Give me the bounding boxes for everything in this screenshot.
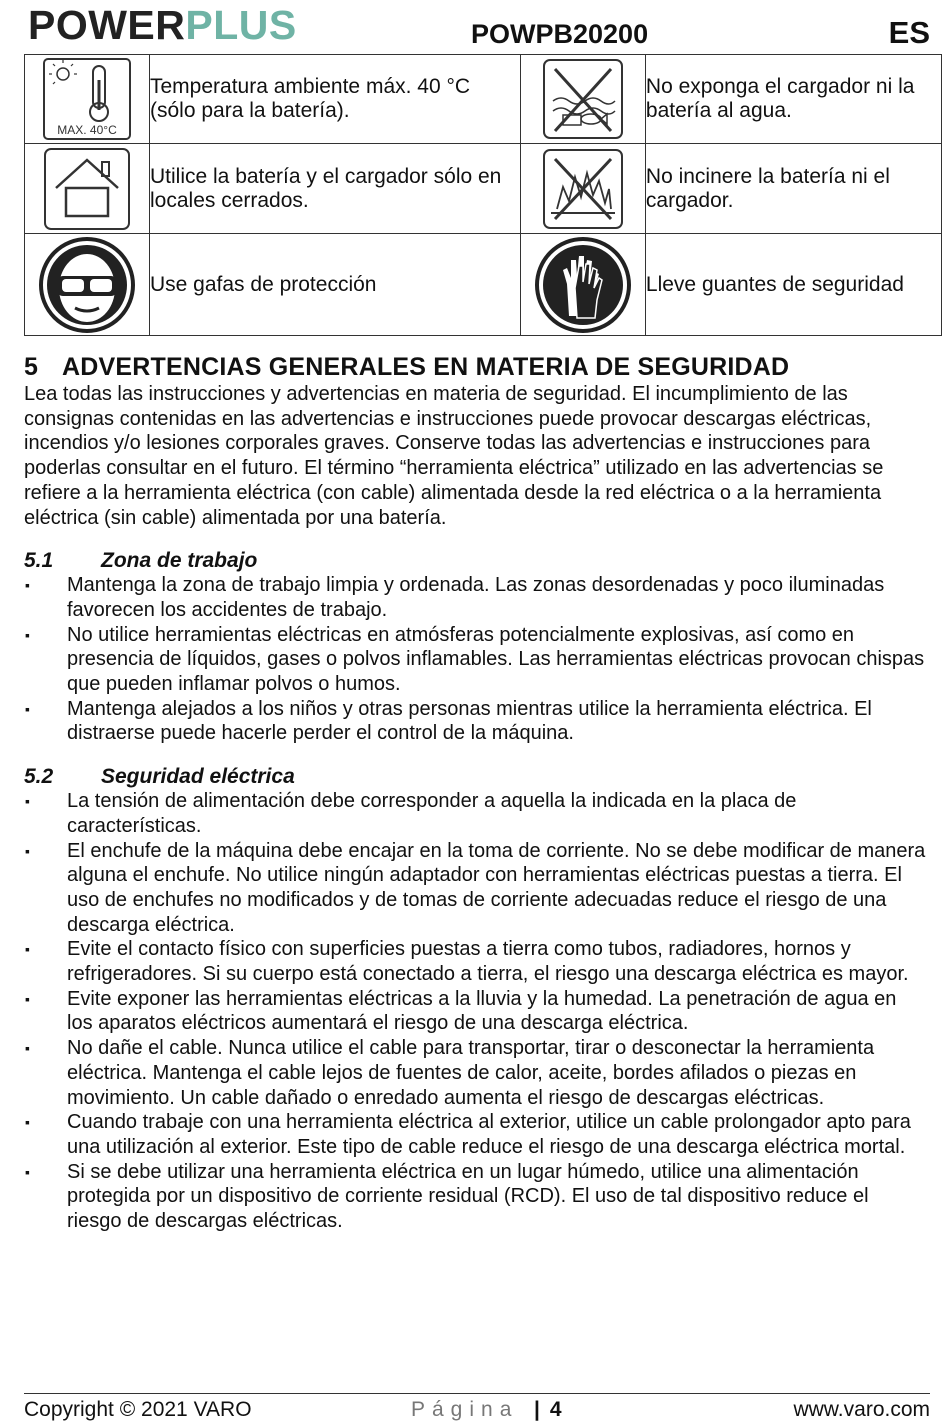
bullet-icon: ▪ <box>25 793 30 810</box>
bullet-icon: ▪ <box>25 1163 30 1180</box>
list-item: ▪ Cuando trabaje con una herramienta eléctrica al exterior, utilice un cable prolongador apto para una utilización al exterior. Este tipo de cable reduce el riesgo de una descarga eléctrica mortal. <box>25 1111 911 1158</box>
symbol-cell <box>520 144 645 234</box>
symbol-cell <box>25 234 150 336</box>
website-link[interactable]: www.varo.com <box>793 1398 930 1421</box>
model-number: POWPB20200 <box>471 19 649 49</box>
subsection-heading <box>24 765 926 789</box>
logo-power: POWER <box>28 2 186 48</box>
page-label: Página <box>411 1398 519 1421</box>
work-area-list <box>24 573 926 746</box>
max-temp-label: MAX. 40°C <box>57 123 117 137</box>
list-item: ▪ No utilice herramientas eléctricas en atmósferas potencialmente explosivas, así como en presencia de líquidos, gases o polvos inflamables. Las herramientas eléctricas provocan chispas que pueden inflamar polvos o humos. <box>25 623 925 696</box>
bullet-icon: ▪ <box>25 626 30 643</box>
symbol-text: Temperatura ambiente máx. 40 °C (sólo para la batería). <box>150 55 521 144</box>
list-item: ▪ La tensión de alimentación debe corresponder a aquella la indicada en la placa de características. <box>25 790 797 837</box>
bullet-icon: ▪ <box>25 842 30 859</box>
subsection-title: Seguridad eléctrica <box>101 765 295 789</box>
logo-plus: PLUS <box>185 2 297 48</box>
symbol-text: Lleve guantes de seguridad <box>645 234 941 336</box>
subsection-title: Zona de trabajo <box>101 549 258 573</box>
subsection-heading <box>24 549 926 573</box>
bullet-icon: ▪ <box>25 577 30 594</box>
symbol-text: Utilice la batería y el cargador sólo en locales cerrados. <box>150 144 521 234</box>
bullet-icon: ▪ <box>25 1114 30 1131</box>
page-number: | 4 <box>534 1398 562 1421</box>
list-item: ▪ Evite exponer las herramientas eléctricas a la lluvia y la humedad. La penetración de agua en los aparatos eléctricos aumentará el riesgo de una descarga eléctrica. <box>25 987 897 1035</box>
symbol-cell <box>520 234 645 336</box>
symbol-cell <box>25 55 150 144</box>
max-temperature-icon <box>25 56 149 142</box>
list-item: ▪ No dañe el cable. Nunca utilice el cable para transportar, tirar o desconectar la herramienta eléctrica. Mantenga el cable lejos de fuentes de calor, aceite, bordes afilados o piezas en movimiento. Un cable dañado o enredado aumenta el riesgo de descargas eléctricas. <box>25 1037 875 1109</box>
subsection-number: 5.2 <box>24 765 54 789</box>
no-incinerate-icon <box>521 147 645 231</box>
page-footer <box>24 1393 930 1425</box>
subsection-number: 5.1 <box>24 549 54 573</box>
page-header <box>0 0 950 56</box>
symbol-cell <box>520 55 645 144</box>
safety-symbols-table <box>24 54 942 336</box>
electrical-safety-list <box>24 789 926 1234</box>
indoor-use-only-icon <box>25 146 149 232</box>
section-heading <box>24 352 926 382</box>
bullet-icon: ▪ <box>25 700 30 717</box>
bullet-icon: ▪ <box>25 1040 30 1057</box>
copyright: Copyright © 2021 VARO <box>24 1398 252 1421</box>
main-content <box>24 352 926 1234</box>
symbols-row <box>25 55 942 144</box>
section-number: 5 <box>24 353 39 381</box>
brand-logo <box>28 2 297 48</box>
symbol-text: No exponga el cargador ni la batería al agua. <box>645 55 941 144</box>
symbols-row <box>25 234 942 336</box>
bullet-icon: ▪ <box>25 941 30 958</box>
list-item: ▪ Mantenga la zona de trabajo limpia y ordenada. Las zonas desordenadas y poco iluminadas favorecen los accidentes de trabajo. <box>25 574 885 621</box>
section-intro: Lea todas las instrucciones y advertencias en materia de seguridad. El incumplimiento de las consignas contenidas en las advertencias e instrucciones puede provocar descargas eléctricas, incendios y/o lesiones corporales graves. Conserve todas las advertencias e instrucciones para poderlas consultar en el futuro. El término “herramienta eléctrica” utilizado en las advertencias se refiere a la herramienta eléctrica (con cable) alimentada desde la red eléctrica o a la herramienta eléctrica (sin cable) alimentada por una batería. <box>24 383 884 529</box>
list-item: ▪ Evite el contacto físico con superficies puestas a tierra como tubos, radiadores, hornos y refrigeradores. Si su cuerpo está conectado a tierra, el riesgo una descarga eléctrica es mayor. <box>25 938 909 986</box>
symbol-cell <box>25 144 150 234</box>
no-water-icon <box>521 57 645 141</box>
list-item: ▪ El enchufe de la máquina debe encajar en la toma de corriente. No se debe modificar de manera alguna el enchufe. No utilice ningún adaptador con herramientas eléctricas puestas a tierra. El uso de enchufes no modificados y de tomas de corriente adecuadas reduce el riesgo de una descarga eléctrica. <box>25 839 926 936</box>
safety-glasses-icon <box>25 236 149 334</box>
bullet-icon: ▪ <box>25 990 30 1007</box>
symbol-text: No incinere la batería ni el cargador. <box>645 144 941 234</box>
list-item: ▪ Si se debe utilizar una herramienta eléctrica en un lugar húmedo, utilice una alimentación protegida por un dispositivo de corriente residual (RCD). El uso de tal dispositivo reduce el riesgo de descargas eléctricas. <box>25 1160 869 1233</box>
list-item: ▪ Mantenga alejados a los niños y otras personas mientras utilice la herramienta eléctrica. El distraerse puede hacerle perder el control de la máquina. <box>25 697 872 745</box>
symbol-text: Use gafas de protección <box>150 234 521 336</box>
safety-gloves-icon <box>521 236 645 334</box>
symbols-row <box>25 144 942 234</box>
section-title: ADVERTENCIAS GENERALES EN MATERIA DE SEGURIDAD <box>62 353 790 381</box>
language-code: ES <box>888 15 930 50</box>
